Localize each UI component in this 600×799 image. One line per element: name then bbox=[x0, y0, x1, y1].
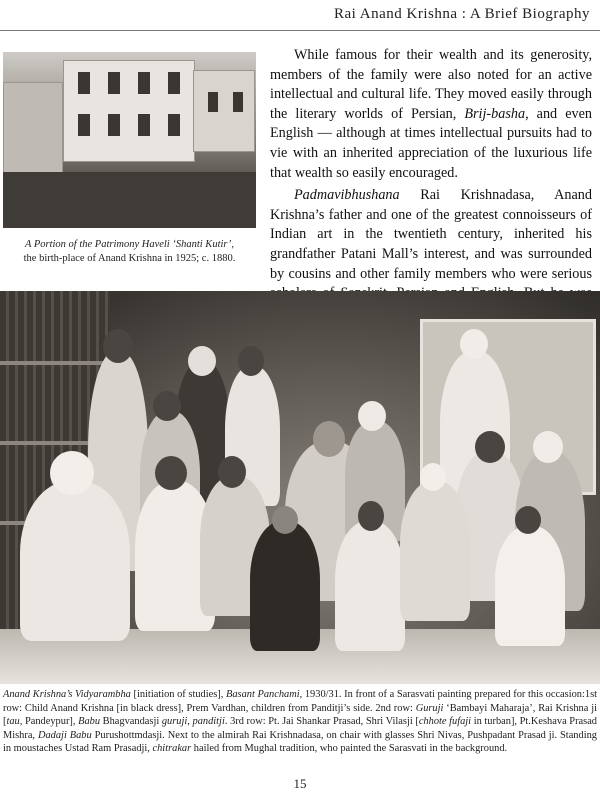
haveli-photo-caption bbox=[3, 238, 256, 266]
haveli-photo bbox=[3, 52, 256, 228]
haveli-caption-line-2: the birth-place of Anand Krishna in 1925; c. 1880. bbox=[23, 253, 236, 264]
paragraph-2: Padmavibhushana Rai Krishnadasa, Anand Krishna’s father and one of the greatest connoisseurs of Indian art in the twentieth century, inherited his grandfather Patani Mall’s interest, and was surrounded by cousins and other family members who were serious bbox=[270, 187, 592, 282]
paragraph-1: While famous for their wealth and its generosity, members of the family were also noted for an active intellectual and cultural life. They moved easily through the literary worlds of Persian, Brij-basha, and even English — although at times intellectual pursuits had to vie with an inherited appreciation of the luxurious life that wealth so easily encouraged. bbox=[270, 47, 592, 181]
group-photo-caption: Anand Krishna’s Vidyarambha [initiation of studies], Basant Panchami, 1930/31. In front of a Sarasvati painting prepared for this occasion:1st row: Child Anand Krishna [in black dress], Prem Vardhan, children from Panditji’s side. 2nd row: Guruji ‘Bambayi Maharaja’, Rai Krishna ji [tau, Pandeypur], Babu Bhagvandasji guruji, panditji. 3rd row: Pt. Jai Shankar Prasad, Shri Vilasji [chhote fufaji in turban], Pt.Keshava Prasad Mishra, Dadaji Babu Purushottmdasji. Next to the almirah Rai Krishnadasa, on chair with glasses Shri Nivas, Pushpadant Prasad ji. Standing in moustaches Ustad Ram Prasadji, chitrakar hailed from Mughal tradition, who painted the Sarasvati in the background. bbox=[3, 689, 598, 755]
running-header bbox=[0, 0, 600, 31]
vidyarambha-group-photo bbox=[0, 291, 600, 684]
book-title: Rai Anand Krishna : A Brief Biography bbox=[334, 6, 590, 22]
haveli-caption-line-1: A Portion of the Patrimony Haveli ‘Shanti Kutir’, bbox=[24, 239, 234, 250]
page-number: 15 bbox=[293, 776, 307, 791]
